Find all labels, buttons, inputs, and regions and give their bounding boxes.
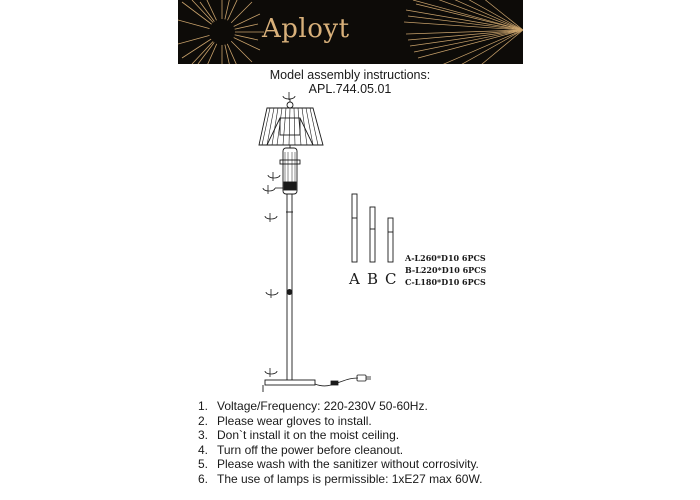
title-line: Model assembly instructions: (269, 68, 431, 82)
step-number: 5. (198, 457, 209, 471)
rotate-arrow-icon (283, 92, 295, 100)
list-item (198, 443, 482, 458)
step-text: Don`t install it on the moist ceiling. (217, 428, 400, 442)
floor-lamp-stem-icon (286, 194, 293, 380)
part-c-rod-icon (388, 218, 393, 262)
step-text: Turn off the power before cleanout. (217, 442, 404, 457)
rotate-arrow-icon (265, 213, 278, 377)
brand-logo: Aployt (262, 14, 350, 44)
socket-cage-icon (280, 145, 300, 194)
part-letter-b: B (367, 270, 379, 288)
step-text: The use of lamps is permissible: 1xE27 max 60W. (217, 471, 483, 486)
list-item (198, 457, 482, 472)
part-letter-a: A (349, 270, 360, 288)
part-letter-c: C (385, 270, 397, 288)
list-item (198, 428, 482, 443)
list-item (198, 414, 482, 429)
part-c-spec: C-L180*D10 6PCS (405, 277, 486, 287)
lamp-base-icon (263, 380, 315, 392)
step-number: 6. (198, 471, 209, 486)
finial-icon (287, 99, 293, 108)
rotate-arrow-icon (263, 172, 283, 194)
parts-legend (405, 252, 486, 288)
step-number: 2. (198, 413, 209, 428)
part-b-spec: B-L220*D10 6PCS (405, 265, 487, 275)
step-text: Please wear gloves to install. (217, 413, 372, 428)
list-item (198, 472, 482, 487)
model-number: APL.744.05.01 (308, 82, 392, 96)
power-cable-icon (315, 375, 371, 386)
step-text: Please wash with the sanitizer without corrosivity. (217, 457, 479, 471)
part-a-spec: A-L260*D10 6PCS (405, 253, 486, 263)
instructions-list (198, 399, 482, 486)
list-item (198, 399, 482, 414)
part-b-rod-icon (370, 207, 375, 262)
lamp-shade-icon (259, 108, 323, 145)
step-number: 1. (198, 399, 209, 413)
step-number: 3. (198, 428, 209, 442)
part-a-rod-icon (352, 194, 357, 262)
step-text: Voltage/Frequency: 220-230V 50-60Hz. (217, 399, 428, 413)
step-number: 4. (198, 442, 209, 457)
